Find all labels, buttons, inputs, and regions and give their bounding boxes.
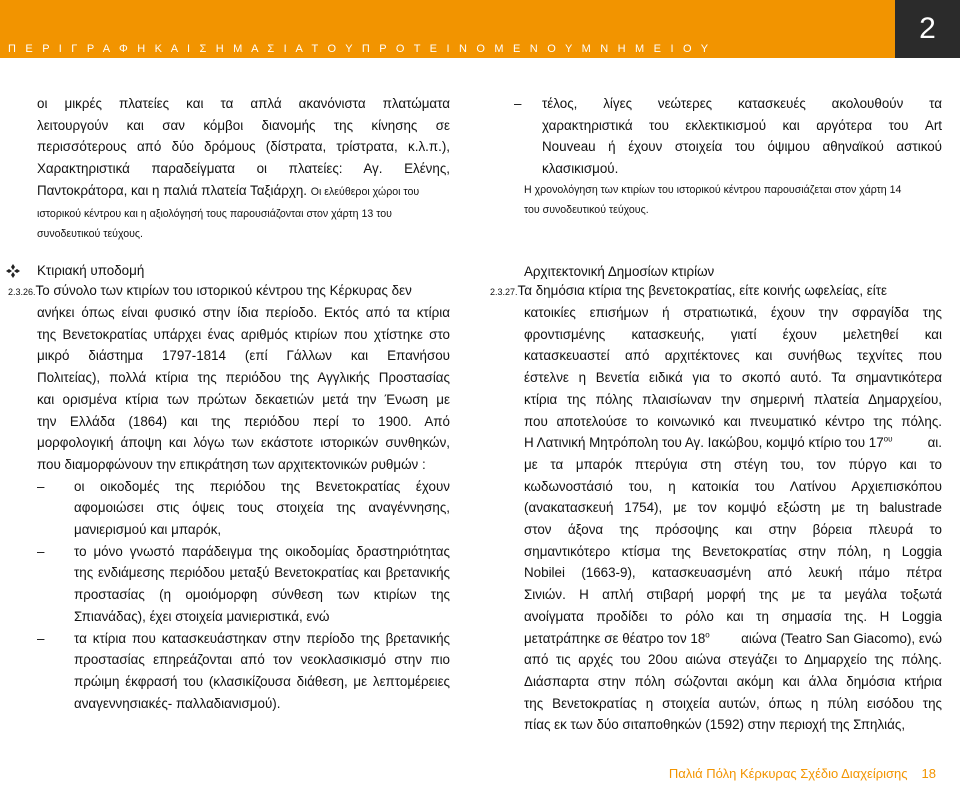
map-note-line: Η χρονολόγηση των κτιρίων του ιστορικού κέντρου παρουσιάζεται στον χάρτη 14 [524, 184, 902, 196]
text-line: αναγεννησιακές- παλλαδιανισμού). [74, 695, 281, 711]
text-line: της Βενετοκρατίας η στοιχεία αυτών, όπως η πύλη εισόδου της [524, 695, 942, 711]
text-line: κατοικίες επισήμων ή στρατιωτικά, έχουν την σφραγίδα της [524, 305, 942, 320]
body-first: Τα δημόσια κτίρια της βενετοκρατίας, είτε κοινής ωφελείας, είτε [517, 283, 888, 298]
text-line: σημαντικότερο κτίσμα της Βενετοκρατίας στην πόλη, η Loggia [524, 543, 942, 559]
line-text: αι. [927, 435, 942, 451]
text-line: κατασκευαστεί από αρχιτέκτονες και συνήθως τεχνίτες που [524, 348, 942, 364]
body-first: Το σύνολο των κτιρίων του ιστορικού κέντρου της Κέρκυρας δεν [35, 283, 412, 298]
list-item [37, 628, 450, 715]
text-line: (ανακατασκευή 1754), με τον κομψό εξώστη με τη balustrade [524, 500, 942, 516]
dash-bullet: – [37, 478, 45, 494]
text-line: χαρακτηριστικά του εκλεκτικισμού και αργότερα του Art [542, 117, 942, 133]
intro-last: Παντοκράτορα, και η παλιά πλατεία Ταξιάρχη. [37, 182, 308, 198]
text-line: κωδωνοστάσιό του, η κατοικία του Λατίνου Αρχιεπισκόπου [524, 478, 942, 494]
text-line: Διάσπαρτα στην πόλη σώζονται ακόμη και άλλα δημόσια κτήρια [524, 673, 942, 689]
footer-title: Παλιά Πόλη Κέρκυρας Σχέδιο Διαχείρισης [668, 766, 908, 781]
section-heading: Κτιριακή υποδομή [37, 263, 145, 278]
page-number: 18 [921, 766, 936, 781]
text-line: έστελνε η Βενετία ειδικά για το σκοπό αυτό. Τα σημαντικότερα [524, 370, 942, 386]
text-line: που αποτελούσε το κοινωνικό και πνευματικό κέντρο της πόλης. [524, 413, 942, 429]
map-note-line: ιστορικού κέντρου και η αξιολόγησή τους παρουσιάζονται στον χάρτη 13 του [37, 208, 392, 220]
text-line: Σινιών. Η απλή στιβαρή μορφή της με τα μεγάλα τοξωτά [524, 587, 942, 603]
text-line: φροντισμένης κατασκευής, γιατί έχουν μελετηθεί και [524, 326, 942, 342]
map-note: Οι ελεύθεροι χώροι του [310, 185, 420, 198]
line-text: αιώνα (Teatro San Giacomo), ενώ [741, 630, 942, 646]
paragraph-number: 2.3.27. [490, 287, 518, 297]
text-line: το μόνο γνωστό παράδειγμα της οικοδομίας δραστηριότητας [74, 543, 450, 559]
list-item [37, 541, 450, 628]
text-line: πρώιμη έκφρασή του (κλασικίζουσα διάθεση, με λεπτομέρειες [74, 673, 450, 689]
text-line: περισσότερους από δύο δρόμους (δίστρατα, τρίστρατα, κ.λ.π.), [37, 139, 450, 155]
text-line: ανήκει όπως είναι φυσικό στην ίδια περίοδο. Εκτός από τα κτίρια [37, 305, 450, 320]
text-line: από τις αρχές του 20ου αιώνα στεγάζει το Δημαρχείο της πόλης. [524, 652, 942, 668]
text-line: μανιερισμού και μπαρόκ, [74, 522, 222, 538]
text-line: και ορισμένα κτίρια των πρώτων δεκαετιών μετά την Ένωση με [37, 391, 450, 407]
text-line: Σπιανάδας), έχει στοιχεία μανιεριστικά, ενώ [74, 608, 330, 624]
text-line: ανοίγματα προδίδει το ρόλο και τη σημασία της. Η Loggia [524, 608, 942, 624]
text-line: προστασίας (η ομοιόμορφη σύνθεση των κτιρίων της [74, 587, 450, 603]
text-line: με τα μπαρόκ πτερύγια στη στέγη του, τον πύργο και το [524, 456, 942, 472]
text-line: Nouveau ή έχουν στοιχεία του όψιμου αθηναϊκού αστικού [542, 139, 942, 155]
left-intro [37, 93, 450, 204]
map-note-line: του συνοδευτικού τεύχους. [524, 204, 649, 216]
right-body [490, 280, 942, 304]
text-line: Πολιτείας), πολλά κτίρια της περιόδου της Αγγλικής Προστασίας [37, 370, 450, 386]
text-line: Nobilei (1663-9), κατασκευασμένη από λευκή ιτάμο πέτρα [524, 565, 942, 581]
text-line: οι οικοδομές της περιόδου της Βενετοκρατίας έχουν [74, 478, 450, 494]
text-line [524, 628, 942, 650]
text-line: κτίρια της πόλης πλαισίωναν την σημερινή πλατεία Δημαρχείου, [524, 391, 942, 407]
text-line: στον άξονα της πρόσοψης και στην βόρεια πλευρά το [524, 522, 942, 538]
paragraph-number: 2.3.26. [8, 287, 36, 297]
right-body-cont [524, 302, 942, 736]
text-line: της Βενετοκρατίας υπάρχει ένας αριθμός κτιρίων που χτίστηκε στο [37, 326, 450, 342]
text-line: την Ελλάδα (1864) και της περιόδου περί το 1900. Από [37, 413, 450, 429]
section-heading: Αρχιτεκτονική Δημοσίων κτιρίων [524, 264, 715, 279]
text-line: τα κτίρια που κατασκευάστηκαν στην περίοδο της βρετανικής [74, 630, 450, 646]
left-body [8, 280, 450, 304]
left-body-cont [37, 302, 450, 714]
line-text: μετατράπηκε σε θέατρο τον 18 [524, 630, 706, 646]
chapter-number: 2 [895, 0, 960, 58]
text-line [490, 280, 942, 304]
list-item [510, 93, 942, 115]
text-line: κλασικισμού. [542, 161, 619, 177]
text-line: οι μικρές πλατείες και τα απλά ακανόνιστα πλατώματα [37, 96, 450, 111]
page-footer [669, 766, 936, 781]
diamond-bullet-icon [6, 264, 20, 278]
superscript: ο [705, 630, 710, 640]
text-line: τέλος, λίγες νεώτερες κατασκευές ακολουθούν τα [542, 96, 942, 111]
text-line: προστασίας επηρεάζονται από τον νεοκλασικισμό στην πιο [74, 652, 450, 668]
text-line: της ενδιάμεσης περιόδου μεταξύ Βενετοκρατίας και βρετανικής [74, 565, 450, 581]
text-line [8, 280, 450, 304]
text-line: μικρό διάστημα 1797-1814 (επί Γάλλων και Επανήσου [37, 348, 450, 364]
text-line: αφομοιώσει στις όψεις τους στοιχεία της αναγέννησης, [74, 500, 450, 516]
right-intro [510, 93, 942, 180]
dash-bullet: – [37, 543, 45, 559]
text-line: λειτουργούν και σαν κόμβοι διανομής της κίνησης σε [37, 117, 450, 133]
text-line: Χαρακτηριστικά παραδείγματα οι πλατείες: Αγ. Ελένης, [37, 161, 450, 177]
page-header-title: Π Ε Ρ Ι Γ Ρ Α Φ Η Κ Α Ι Σ Η Μ Α Σ Ι Α Τ Ο Υ Π Ρ Ο Τ Ε Ι Ν Ο Μ Ε Ν Ο Υ Μ Ν Η Μ Ε Ι Ο Υ [8, 43, 712, 55]
text-line [37, 180, 450, 204]
superscript: ου [883, 434, 893, 444]
text-line: που διαμορφώνουν την επικράτηση των αρχιτεκτονικών ρυθμών : [37, 456, 426, 472]
text-line [524, 432, 942, 454]
line-text: Η Λατινική Μητρόπολη του Αγ. Ιακώβου, κομψό κτίριο του 17 [524, 435, 884, 451]
text-line: πίας εκ των δύο σιταποθηκών (1592) στην περιοχή της Σπηλιάς, [524, 717, 906, 733]
text-line: μορφολογική άποψη και λόγω των εκάστοτε ιστορικών συνθηκών, [37, 435, 450, 451]
dash-bullet: – [37, 630, 45, 646]
map-note-line: συνοδευτικού τεύχους. [37, 228, 143, 240]
list-item [37, 476, 450, 541]
dash-bullet: – [514, 96, 522, 111]
